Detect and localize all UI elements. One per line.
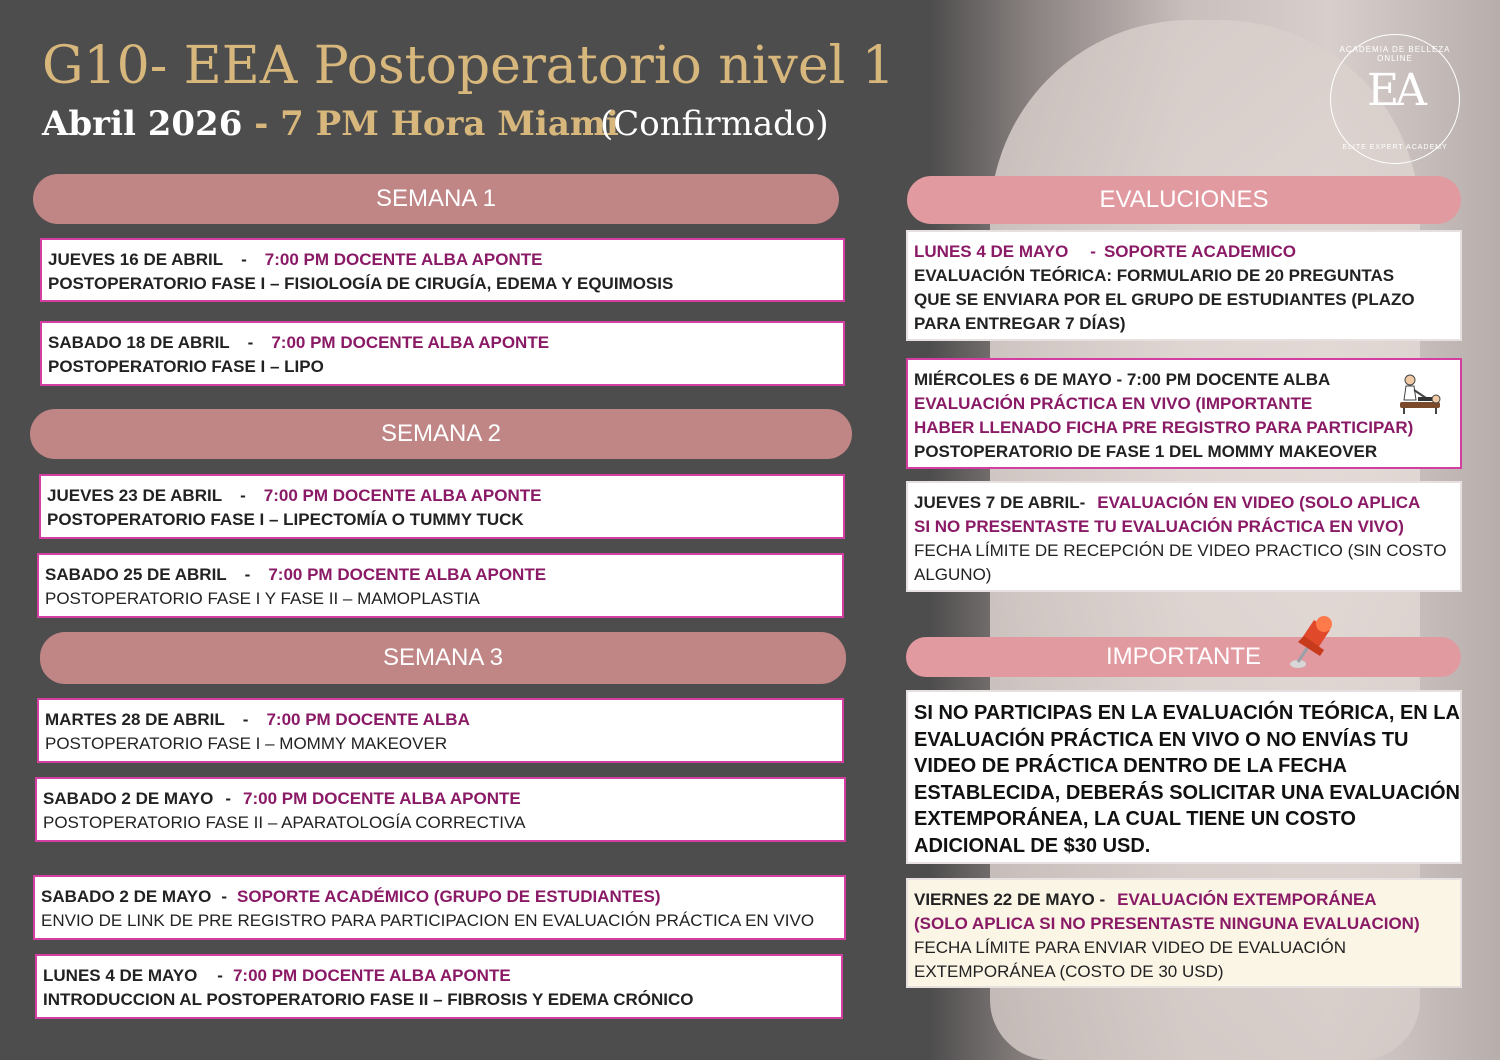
academy-logo xyxy=(1330,34,1460,164)
pushpin-icon xyxy=(1284,612,1334,672)
logo-ring-top: ACADEMIA DE BELLEZA ONLINE xyxy=(1339,45,1451,63)
class-card xyxy=(37,553,844,618)
separator: - xyxy=(225,789,232,808)
class-card xyxy=(40,238,845,302)
important-line: ESTABLECIDA, DEBERÁS SOLICITAR UNA EVALUACIÓN xyxy=(914,781,1460,804)
eval-line: SI NO PRESENTASTE TU EVALUACIÓN PRÁCTICA EN VIVO) xyxy=(914,517,1404,536)
eval-line: FECHA LÍMITE DE RECEPCIÓN DE VIDEO PRACTICO (SIN COSTO xyxy=(914,541,1447,560)
class-card xyxy=(37,698,844,763)
subtitle-date: Abril 2026 xyxy=(42,104,243,144)
logo-monogram: EA xyxy=(1367,65,1423,116)
eval-line: FECHA LÍMITE PARA ENVIAR VIDEO DE EVALUACIÓN xyxy=(914,938,1347,957)
class-topic: POSTOPERATORIO FASE I – LIPO xyxy=(48,357,324,376)
section-evaluaciones: EVALUCIONES xyxy=(907,176,1461,224)
class-time: 7:00 PM DOCENTE ALBA APONTE xyxy=(264,250,543,269)
important-line: ADICIONAL DE $30 USD. xyxy=(914,834,1151,857)
separator: - xyxy=(244,565,251,584)
class-topic: POSTOPERATORIO FASE I – MOMMY MAKEOVER xyxy=(45,734,448,753)
class-topic: POSTOPERATORIO FASE I – FISIOLOGÍA DE CIRUGÍA, EDEMA Y EQUIMOSIS xyxy=(48,274,674,293)
eval-line: EVALUACIÓN PRÁCTICA EN VIVO (IMPORTANTE xyxy=(914,394,1313,413)
class-topic: ENVIO DE LINK DE PRE REGISTRO PARA PARTICIPACION EN EVALUACIÓN PRÁCTICA EN VIVO xyxy=(41,911,815,930)
eval-date: JUEVES 7 DE ABRIL- xyxy=(914,493,1086,512)
page-title: G10- EEA Postoperatorio nivel 1 xyxy=(42,36,895,96)
eval-line: ALGUNO) xyxy=(914,565,992,584)
separator: - xyxy=(247,333,254,352)
class-time: 7:00 PM DOCENTE ALBA APONTE xyxy=(268,565,547,584)
separator: - xyxy=(1090,242,1096,261)
important-line: VIDEO DE PRÁCTICA DENTRO DE LA FECHA xyxy=(914,755,1347,777)
eval-line: (SOLO APLICA SI NO PRESENTASTE NINGUNA EVALUACION) xyxy=(914,914,1420,933)
important-card xyxy=(906,690,1462,864)
class-time: 7:00 PM DOCENTE ALBA xyxy=(266,710,470,729)
eval-type: EVALUACIÓN EXTEMPORÁNEA xyxy=(1117,890,1377,909)
important-line: SI NO PARTICIPAS EN LA EVALUACIÓN TEÓRICA, EN LA xyxy=(914,702,1460,724)
class-date: SABADO 2 DE MAYO xyxy=(41,887,212,906)
eval-type: EVALUACIÓN EN VIDEO (SOLO APLICA xyxy=(1097,493,1421,512)
eval-date: LUNES 4 DE MAYO xyxy=(914,242,1069,261)
final-eval-card xyxy=(906,878,1462,988)
logo-ring-bottom: ELITE EXPERT ACADEMY xyxy=(1342,144,1448,151)
section-semana-1: SEMANA 1 xyxy=(33,174,839,224)
eval-head: MIÉRCOLES 6 DE MAYO - 7:00 PM DOCENTE ALBA xyxy=(914,370,1331,389)
class-date: MARTES 28 DE ABRIL xyxy=(45,710,225,729)
massage-icon xyxy=(1396,372,1444,416)
class-time: 7:00 PM DOCENTE ALBA APONTE xyxy=(263,486,542,505)
separator: - xyxy=(221,887,228,906)
important-line: EXTEMPORÁNEA, LA CUAL TIENE UN COSTO xyxy=(914,808,1356,830)
class-time: 7:00 PM DOCENTE ALBA APONTE xyxy=(243,789,521,808)
subtitle-time: - 7 PM Hora Miami xyxy=(242,104,619,144)
eval-line: HABER LLENADO FICHA PRE REGISTRO PARA PARTICIPAR) xyxy=(914,418,1414,437)
eval-line: PARA ENTREGAR 7 DÍAS) xyxy=(914,314,1126,333)
eval-line: QUE SE ENVIARA POR EL GRUPO DE ESTUDIANTES (PLAZO xyxy=(914,290,1415,309)
section-semana-3: SEMANA 3 xyxy=(40,632,846,684)
class-time: 7:00 PM DOCENTE ALBA APONTE xyxy=(232,966,511,985)
class-card xyxy=(33,875,846,940)
eval-line: EXTEMPORÁNEA (COSTO DE 30 USD) xyxy=(914,962,1224,981)
class-date: SABADO 25 DE ABRIL xyxy=(45,565,227,584)
section-importante: IMPORTANTE xyxy=(906,637,1461,677)
class-card xyxy=(35,954,843,1019)
eval-date: VIERNES 22 DE MAYO - xyxy=(914,890,1106,909)
class-topic: INTRODUCCION AL POSTOPERATORIO FASE II – FIBROSIS Y EDEMA CRÓNICO xyxy=(43,990,694,1009)
class-card xyxy=(35,777,846,842)
separator: - xyxy=(242,710,249,729)
eval-line: POSTOPERATORIO DE FASE 1 DEL MOMMY MAKEOVER xyxy=(914,442,1378,461)
eval-line: EVALUACIÓN TEÓRICA: FORMULARIO DE 20 PREGUNTAS xyxy=(914,266,1395,285)
eval-card xyxy=(906,481,1462,592)
class-topic: POSTOPERATORIO FASE II – APARATOLOGÍA CORRECTIVA xyxy=(43,813,526,832)
subtitle xyxy=(42,104,619,144)
class-card xyxy=(40,321,845,386)
separator: - xyxy=(240,486,246,505)
class-card xyxy=(39,474,845,539)
class-time: SOPORTE ACADÉMICO (GRUPO DE ESTUDIANTES) xyxy=(237,887,661,906)
class-topic: POSTOPERATORIO FASE I – LIPECTOMÍA O TUMMY TUCK xyxy=(47,510,524,529)
eval-type: SOPORTE ACADEMICO xyxy=(1103,242,1297,261)
class-date: SABADO 2 DE MAYO xyxy=(43,789,214,808)
class-date: SABADO 18 DE ABRIL xyxy=(48,333,230,352)
eval-card xyxy=(906,358,1462,469)
class-date: JUEVES 23 DE ABRIL xyxy=(47,486,223,505)
important-line: EVALUACIÓN PRÁCTICA EN VIVO O NO ENVÍAS TU xyxy=(914,728,1409,751)
eval-card xyxy=(906,230,1462,341)
separator: - xyxy=(217,966,223,985)
class-topic: POSTOPERATORIO FASE I Y FASE II – MAMOPLASTIA xyxy=(45,589,480,608)
class-date: JUEVES 16 DE ABRIL xyxy=(48,250,224,269)
status-confirmed: (Confirmado) xyxy=(600,104,829,144)
class-date: LUNES 4 DE MAYO xyxy=(43,966,198,985)
separator: - xyxy=(241,250,247,269)
class-time: 7:00 PM DOCENTE ALBA APONTE xyxy=(271,333,550,352)
section-semana-2: SEMANA 2 xyxy=(30,409,852,459)
